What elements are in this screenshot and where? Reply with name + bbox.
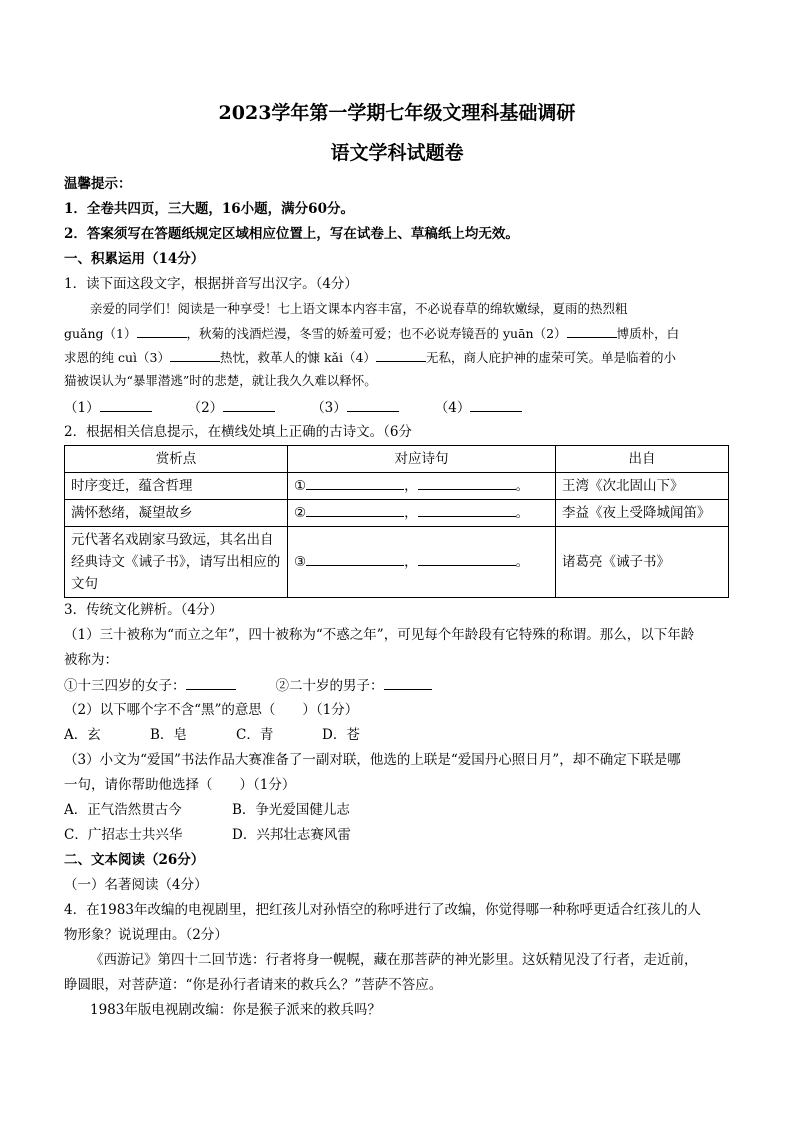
q1-passage-line-4: 猫被误认为“暴罪潜逃”时的悲楚，就让我久久难以释怀。 bbox=[64, 373, 377, 388]
poem-line-cell bbox=[288, 500, 556, 527]
table-header-cell: 出自 bbox=[556, 446, 729, 473]
tips-heading: 温馨提示： bbox=[64, 176, 132, 192]
q1-answer-blank-2[interactable] bbox=[223, 398, 275, 412]
excerpt-line2: 睁圆眼，对菩萨道：“你是孙行者请来的救兵么？”菩萨不答应。 bbox=[64, 977, 443, 993]
q3-blank-b[interactable] bbox=[384, 676, 432, 690]
comma-mark: ， bbox=[404, 478, 418, 494]
q1-blank-2[interactable] bbox=[567, 324, 617, 338]
q1-passage-line-3 bbox=[64, 348, 676, 367]
q4-prompt-line1: 4．在1983年改编的电视剧里，把红孩儿对孙悟空的称呼进行了改编，你觉得哪一种称呼更适合红孩儿的人 bbox=[64, 902, 701, 918]
row-marker: ① bbox=[294, 478, 307, 494]
q1-blank-4[interactable] bbox=[376, 348, 426, 362]
source-cell: 王湾《次北固山下》 bbox=[556, 473, 729, 500]
table-row bbox=[65, 473, 729, 500]
q3-part3-line1: （3）小文为“爱国”书法作品大赛准备了一副对联，他选的上联是“爱国丹心照日月”，却不确定下联是哪 bbox=[64, 752, 681, 768]
poem-blank[interactable] bbox=[306, 476, 404, 490]
option-b[interactable]: B．争光爱国健儿志 bbox=[232, 802, 350, 818]
q1-blank-1[interactable] bbox=[137, 324, 187, 338]
q1-passage-text: ，秋菊的浅酒烂漫，冬雪的娇羞可爱；也不必说寿镜吾的 yuān（2） bbox=[186, 326, 567, 341]
q3-part3-options-row1 bbox=[64, 801, 350, 819]
option-d[interactable]: D．苍 bbox=[322, 727, 360, 743]
option-d[interactable]: D．兴邦壮志赛风雷 bbox=[232, 827, 351, 843]
q3-part3-options-row2 bbox=[64, 826, 351, 844]
period-mark: 。 bbox=[515, 505, 530, 521]
excerpt-line1: 《西游记》第四十二回节选：行者将身一幌幌，藏在那菩萨的神光影里。这妖精见没了行者，走近前， bbox=[90, 952, 698, 968]
q1-passage-text: 博质朴，白 bbox=[616, 326, 680, 341]
q4-prompt-line2: 物形象？说说理由。（2分） bbox=[64, 927, 228, 943]
exam-title: 2023学年第一学期七年级文理科基础调研 bbox=[218, 102, 576, 124]
tip-item-2: 2．答案须写在答题纸规定区域相应位置上，写在试卷上、草稿纸上均无效。 bbox=[64, 226, 519, 242]
exam-subtitle: 语文学科试题卷 bbox=[330, 142, 464, 164]
q3-label-b: ②二十岁的男子： bbox=[275, 678, 384, 694]
q3-part2-options bbox=[64, 726, 408, 744]
q1-answer-label: （4） bbox=[434, 400, 471, 416]
poem-blank[interactable] bbox=[306, 503, 404, 517]
row-marker: ③ bbox=[294, 554, 307, 570]
poem-blank[interactable] bbox=[306, 552, 404, 566]
q1-answer-label: （3） bbox=[311, 400, 347, 416]
q1-passage-text: 无私，商人庇护神的虚荣可笑。单是临着的小 bbox=[425, 350, 676, 365]
q3-blank-a[interactable] bbox=[186, 676, 236, 690]
analysis-point-cell: 元代著名戏剧家马致远，其名出自经典诗文《诫子书》，请写出相应的文句 bbox=[65, 527, 288, 598]
q1-passage-text: 热忱，救革人的慷 kǎi（4） bbox=[219, 350, 376, 365]
q3-label-a: ①十三四岁的女子： bbox=[64, 678, 186, 694]
q3-prompt: 3．传统文化辨析。（4分） bbox=[64, 602, 223, 618]
tip-item-1: 1．全卷共四页，三大题，16小题，满分60分。 bbox=[64, 201, 354, 217]
source-cell: 诸葛亮《诫子书》 bbox=[556, 527, 729, 598]
q2-prompt: 2．根据相关信息提示，在横线处填上正确的古诗文。（6分 bbox=[64, 424, 412, 440]
q3-part1-line1: （1）三十被称为“而立之年”，四十被称为“不惑之年”，可见每个年龄段有它特殊的称谓。那么，以下年龄 bbox=[64, 627, 695, 643]
q1-answer-label: （1） bbox=[64, 400, 100, 416]
poem-line-cell bbox=[288, 473, 556, 500]
poem-table bbox=[64, 445, 729, 598]
source-cell: 李益《夜上受降城闻笛》 bbox=[556, 500, 729, 527]
q1-passage-line-1: 亲爱的同学们！阅读是一种享受！七上语文课本内容丰富，不必说春草的绵软嫩绿，夏雨的热烈粗 bbox=[90, 301, 628, 316]
analysis-point-cell: 时序变迁，蕴含哲理 bbox=[65, 473, 288, 500]
option-c[interactable]: C．青 bbox=[236, 727, 274, 743]
row-marker: ② bbox=[294, 505, 307, 521]
q1-passage-text: guǎng（1） bbox=[64, 326, 137, 341]
table-header-cell: 赏析点 bbox=[65, 446, 288, 473]
q1-answer-row bbox=[64, 398, 522, 417]
tv-adaptation-line: 1983年版电视剧改编：你是猴子派来的救兵吗？ bbox=[90, 1002, 381, 1018]
q1-answer-blank-4[interactable] bbox=[470, 398, 522, 412]
q3-part3-line2: 一句，请你帮助他选择（ ）（1分） bbox=[64, 777, 296, 793]
option-b[interactable]: B．皂 bbox=[150, 727, 187, 743]
q1-answer-blank-3[interactable] bbox=[347, 398, 399, 412]
comma-mark: ， bbox=[404, 505, 418, 521]
comma-mark: ， bbox=[404, 554, 418, 570]
q1-answer-blank-1[interactable] bbox=[100, 398, 152, 412]
poem-line-cell bbox=[288, 527, 556, 598]
analysis-point-cell: 满怀愁绪，凝望故乡 bbox=[65, 500, 288, 527]
period-mark: 。 bbox=[515, 478, 530, 494]
q3-part1-line2: 被称为： bbox=[64, 652, 118, 668]
poem-blank[interactable] bbox=[418, 503, 516, 517]
q1-passage-text: 求恩的纯 cuì（3） bbox=[64, 350, 170, 365]
table-row bbox=[65, 500, 729, 527]
q1-blank-3[interactable] bbox=[170, 348, 220, 362]
section1-heading: 一、积累运用（14分） bbox=[64, 251, 205, 267]
period-mark: 。 bbox=[515, 554, 530, 570]
table-header-cell: 对应诗句 bbox=[288, 446, 556, 473]
option-a[interactable]: A．玄 bbox=[64, 727, 101, 743]
q1-passage-line-2 bbox=[64, 324, 679, 343]
table-header-row bbox=[65, 446, 729, 473]
section2-heading: 二、文本阅读（26分） bbox=[64, 852, 205, 868]
poem-blank[interactable] bbox=[418, 552, 516, 566]
q1-prompt: 1．读下面这段文字，根据拼音写出汉字。（4分） bbox=[64, 276, 358, 292]
section2-sub-heading: （一）名著阅读（4分） bbox=[64, 877, 208, 893]
poem-blank[interactable] bbox=[418, 476, 516, 490]
q3-part1-answers bbox=[64, 676, 432, 695]
option-a[interactable]: A．正气浩然贯古今 bbox=[64, 802, 182, 818]
q3-part2: （2）以下哪个字不含“黑”的意思（ ）（1分） bbox=[64, 702, 359, 718]
option-c[interactable]: C．广招志士共兴华 bbox=[64, 827, 183, 843]
q1-answer-label: （2） bbox=[187, 400, 224, 416]
table-row bbox=[65, 527, 729, 598]
